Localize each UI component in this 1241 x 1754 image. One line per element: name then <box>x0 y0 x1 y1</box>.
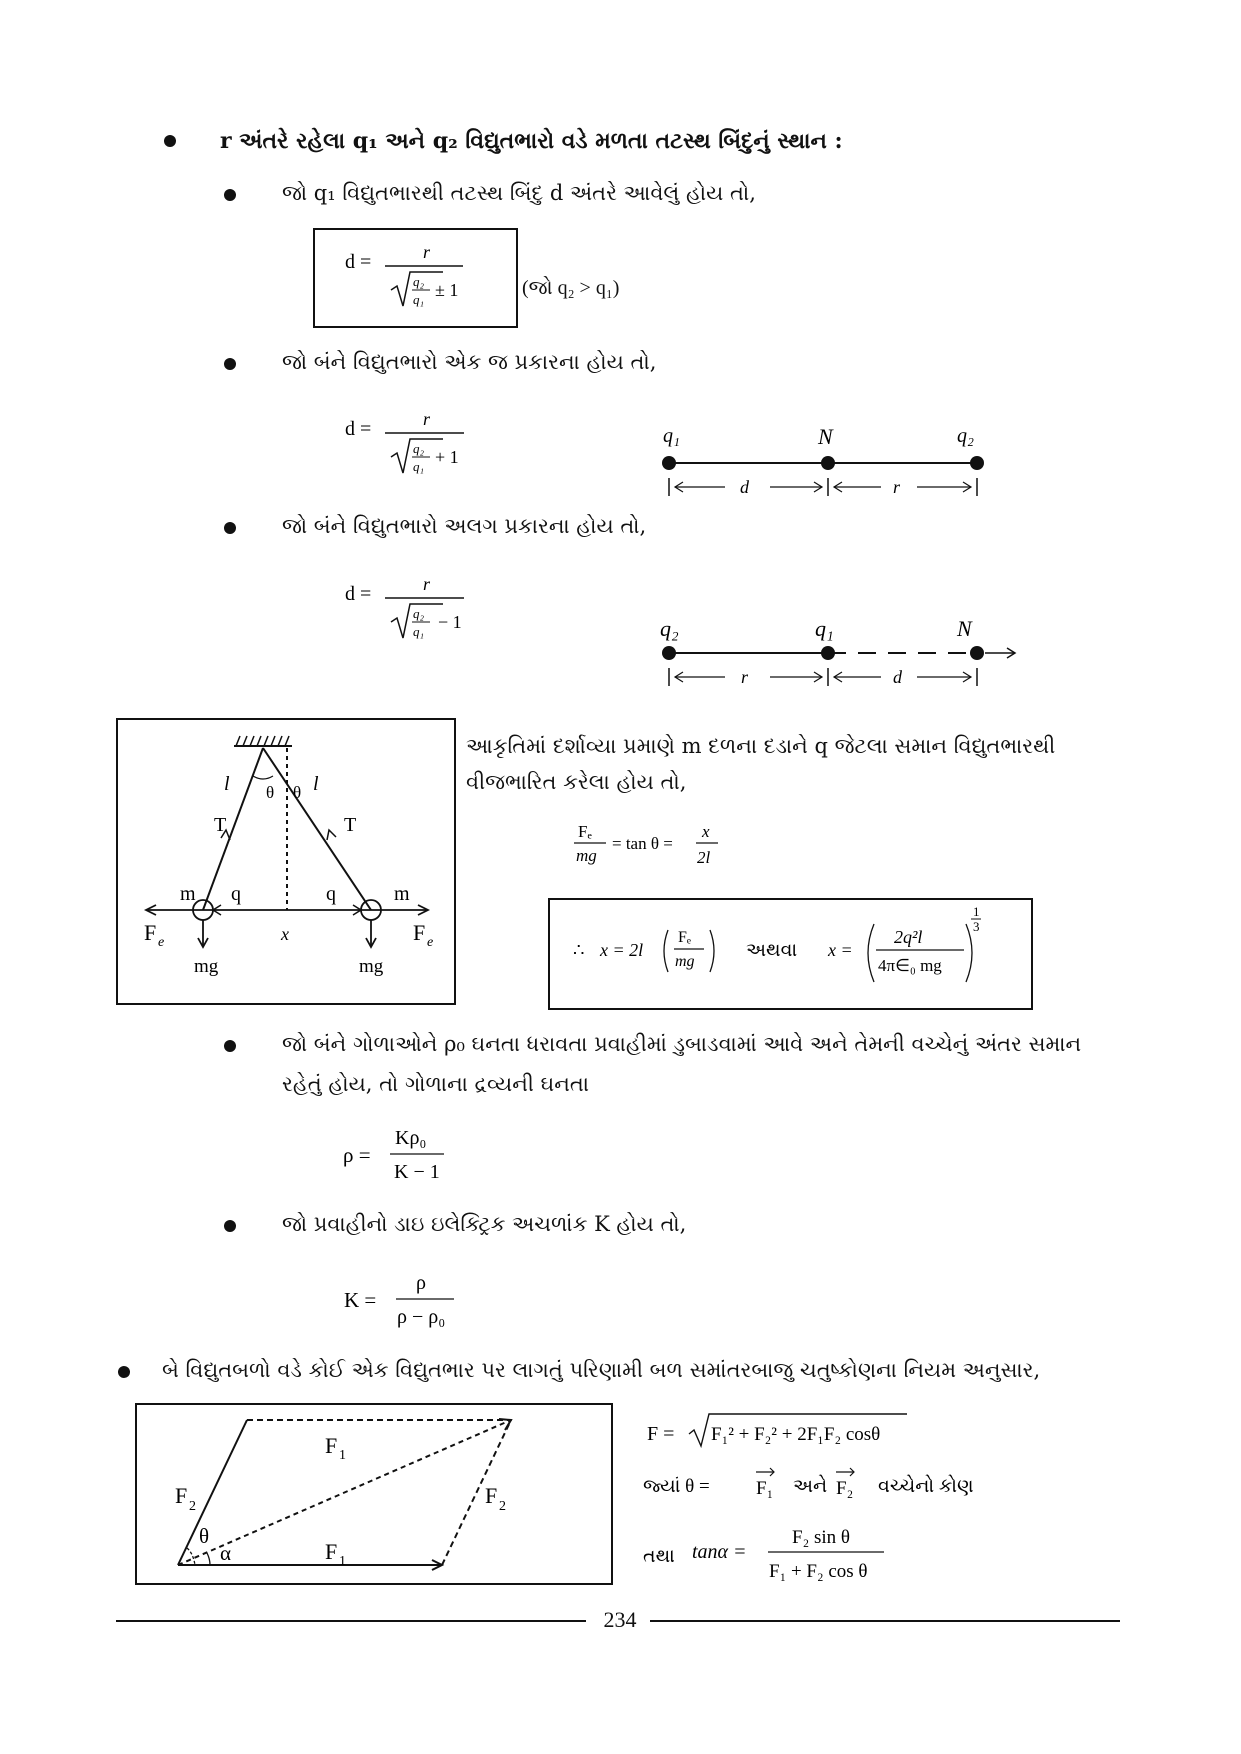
diag1-charge-q2 <box>970 456 984 470</box>
where-v2: F₂ <box>836 1478 854 1499</box>
where-prefix: જ્યાં θ = <box>643 1476 710 1497</box>
x2-num: 2q²l <box>894 927 923 947</box>
k-den: ρ − ρ₀ <box>397 1306 446 1328</box>
label-x: x <box>281 924 289 944</box>
label-m-left: m <box>180 883 196 905</box>
eq3-num: r <box>423 574 431 594</box>
label-Fe-left: F <box>144 920 157 945</box>
x-eq-lhs: x = 2l <box>600 940 644 960</box>
diag2-right-label: N <box>957 616 972 641</box>
label-T-right: T <box>344 814 357 836</box>
para-label-F2-right: F <box>485 1483 498 1508</box>
charge-diagram-1 <box>655 420 995 500</box>
label-q-left: q <box>231 883 241 905</box>
diag1-seg1-label: d <box>740 477 749 497</box>
ratio-mid: = tan θ = <box>612 834 673 853</box>
diag1-mid-label: N <box>818 424 833 449</box>
para-label-F2-left-sub: 2 <box>189 1499 196 1514</box>
para-label-F1-bottom: F <box>325 1539 338 1564</box>
para-label-F1-top-sub: 1 <box>339 1448 346 1463</box>
diag2-seg2-label: d <box>893 667 902 687</box>
x-eq-num: Fₑ <box>678 929 691 946</box>
pendulum-description-2: વીજભારિત કરેલા હોય તો, <box>466 770 687 794</box>
where-v1: F₁ <box>756 1478 774 1499</box>
bullet-text-1: જો q₁ વિદ્યુતભારથી તટસ્થ બિંદુ d અંતરે આવેલું હોય તો, <box>282 181 756 205</box>
diag2-charge-q2 <box>662 646 676 660</box>
eq2-frac-num: q₂ <box>413 441 425 456</box>
eq1-num: r <box>423 242 431 262</box>
eq3-frac-den: q₁ <box>413 624 425 639</box>
label-theta-right: θ <box>293 783 302 802</box>
label-Fe-right-sub: e <box>427 935 434 950</box>
k-equation <box>340 1265 490 1335</box>
section-heading: r અંતરે રહેલા q₁ અને q₂ વિદ્યુતભારો વડે મળતા તટસ્થ બિંદુનું સ્થાન : <box>220 128 843 154</box>
resultant-force-equation <box>645 1408 915 1453</box>
athva-text: અથવા <box>746 940 798 961</box>
k-lhs: K = <box>344 1288 377 1312</box>
x2-den: 4π∈₀ mg <box>878 956 942 975</box>
eq1-frac-den: q₁ <box>413 292 425 307</box>
diag2-mid-label: q₁ <box>815 616 834 641</box>
footer-rule-right <box>650 1620 1120 1622</box>
diag1-right-label: q₂ <box>957 425 974 447</box>
ratio-rden: 2l <box>697 848 711 867</box>
equation-2 <box>340 405 490 495</box>
eq1-suffix: ± 1 <box>435 280 459 300</box>
equation-1 <box>313 228 518 328</box>
x-eq-den: mg <box>675 953 695 970</box>
bullet-text-5: જો પ્રવાહીનો ડાઇ ઇલેક્ટ્રિક અચળાંક K હોય તો, <box>282 1212 687 1236</box>
x2-lhs: x = <box>828 940 853 960</box>
eq2-frac-den: q₁ <box>413 459 425 474</box>
label-m-right: m <box>394 883 410 905</box>
diag1-seg2-label: r <box>893 477 901 497</box>
diag1-neutral-point <box>821 456 835 470</box>
eq1-frac-num: q₂ <box>413 274 425 289</box>
label-q-right: q <box>326 883 336 905</box>
density-den: K − 1 <box>394 1161 440 1183</box>
charge-diagram-2 <box>655 610 1035 690</box>
label-mg-left: mg <box>194 956 219 977</box>
density-equation <box>340 1120 480 1190</box>
tan-num: F₂ sin θ <box>792 1527 850 1548</box>
diag1-left-label: q₁ <box>663 425 680 447</box>
pendulum-description-1: આકૃતિમાં દર્શાવ્યા પ્રમાણે m દળના દડાને q જેટલા સમાન વિદ્યુતભારથી <box>466 734 1056 758</box>
bullet-dot <box>224 1040 236 1052</box>
eq3-frac-num: q₂ <box>413 606 425 621</box>
tan-alpha-equation <box>640 1515 910 1590</box>
bullet-dot <box>224 522 236 534</box>
bullet-text-3: જો બંને વિદ્યુતભારો અલગ પ્રકારના હોય તો, <box>282 514 647 538</box>
para-label-alpha: α <box>220 1541 232 1565</box>
bullet-text-2: જો બંને વિદ્યુતભારો એક જ પ્રકારના હોય તો, <box>282 350 657 374</box>
bullet-text-4-line2: રહેતું હોય, તો ગોળાના દ્રવ્યની ઘનતા <box>282 1072 589 1096</box>
footer-rule-left <box>116 1620 586 1622</box>
para-label-F2-right-sub: 2 <box>499 1499 506 1514</box>
eq1-lhs: d = <box>345 251 372 273</box>
bullet-text-4-line1: જો બંને ગોળાઓને ρ₀ ઘનતા ધરાવતા પ્રવાહીમાં ડુબાડવામાં આવે અને તેમની વચ્ચેનું અંતર સમાન <box>282 1032 1082 1056</box>
parallelogram-figure <box>135 1403 613 1585</box>
ratio-rnum: x <box>702 822 710 841</box>
x-equations <box>548 898 1033 1010</box>
diag2-neutral-point <box>970 646 984 660</box>
tan-lhs: tanα = <box>692 1541 747 1563</box>
label-T-left: T <box>214 814 227 836</box>
eq1-condition: (જો q₂ > q₁) <box>522 277 620 299</box>
bullet-dot <box>224 1220 236 1232</box>
tan-den: F₁ + F₂ cos θ <box>769 1561 868 1582</box>
label-theta-left: θ <box>266 783 275 802</box>
para-label-theta: θ <box>199 1524 210 1548</box>
eq2-lhs: d = <box>345 418 372 440</box>
para-label-F1-bottom-sub: 1 <box>339 1554 346 1569</box>
label-Fe-left-sub: e <box>158 935 165 950</box>
bullet-dot <box>164 135 176 147</box>
density-num: Kρ₀ <box>395 1127 427 1149</box>
force-eq-radicand: F₁² + F₂² + 2F₁F₂ cosθ <box>711 1424 881 1445</box>
where-suffix: વચ્ચેનો કોણ <box>878 1476 974 1497</box>
label-mg-right: mg <box>359 956 384 977</box>
eq3-suffix: − 1 <box>438 612 462 632</box>
tan-prefix: તથા <box>643 1546 675 1567</box>
eq3-lhs: d = <box>345 583 372 605</box>
diag2-seg1-label: r <box>741 667 749 687</box>
para-label-F1-top: F <box>325 1433 338 1458</box>
pendulum-figure <box>116 718 456 1005</box>
equation-3 <box>340 570 490 660</box>
eq2-num: r <box>423 409 431 429</box>
bullet-dot <box>224 189 236 201</box>
eq2-suffix: + 1 <box>435 447 459 467</box>
where-mid: અને <box>793 1476 828 1497</box>
therefore-sign: ∴ <box>573 940 585 960</box>
exp-den: 3 <box>973 919 980 934</box>
k-num: ρ <box>416 1272 426 1294</box>
label-l-left: l <box>224 773 230 795</box>
label-l-right: l <box>313 773 319 795</box>
page-number: 234 <box>603 1607 637 1632</box>
bullet-dot <box>224 358 236 370</box>
ratio-den: mg <box>576 846 597 865</box>
diag2-left-label: q₂ <box>660 616 679 641</box>
diag1-charge-q1 <box>662 456 676 470</box>
angle-definition <box>640 1460 980 1505</box>
density-lhs: ρ = <box>343 1143 371 1167</box>
force-eq-lhs: F = <box>647 1423 675 1445</box>
label-Fe-right: F <box>413 920 426 945</box>
force-ratio-equation <box>570 815 740 875</box>
diag2-charge-q1 <box>821 646 835 660</box>
bullet-text-6: બે વિદ્યુતબળો વડે કોઈ એક વિદ્યુતભાર પર લાગતું પરિણામી બળ સમાંતરબાજુ ચતુષ્કોણના નિયમ અનુસાર, <box>162 1358 1041 1382</box>
exp-num: 1 <box>973 904 980 919</box>
ratio-num: Fₑ <box>578 822 592 841</box>
para-label-F2-left: F <box>175 1483 188 1508</box>
bullet-dot <box>118 1366 130 1378</box>
